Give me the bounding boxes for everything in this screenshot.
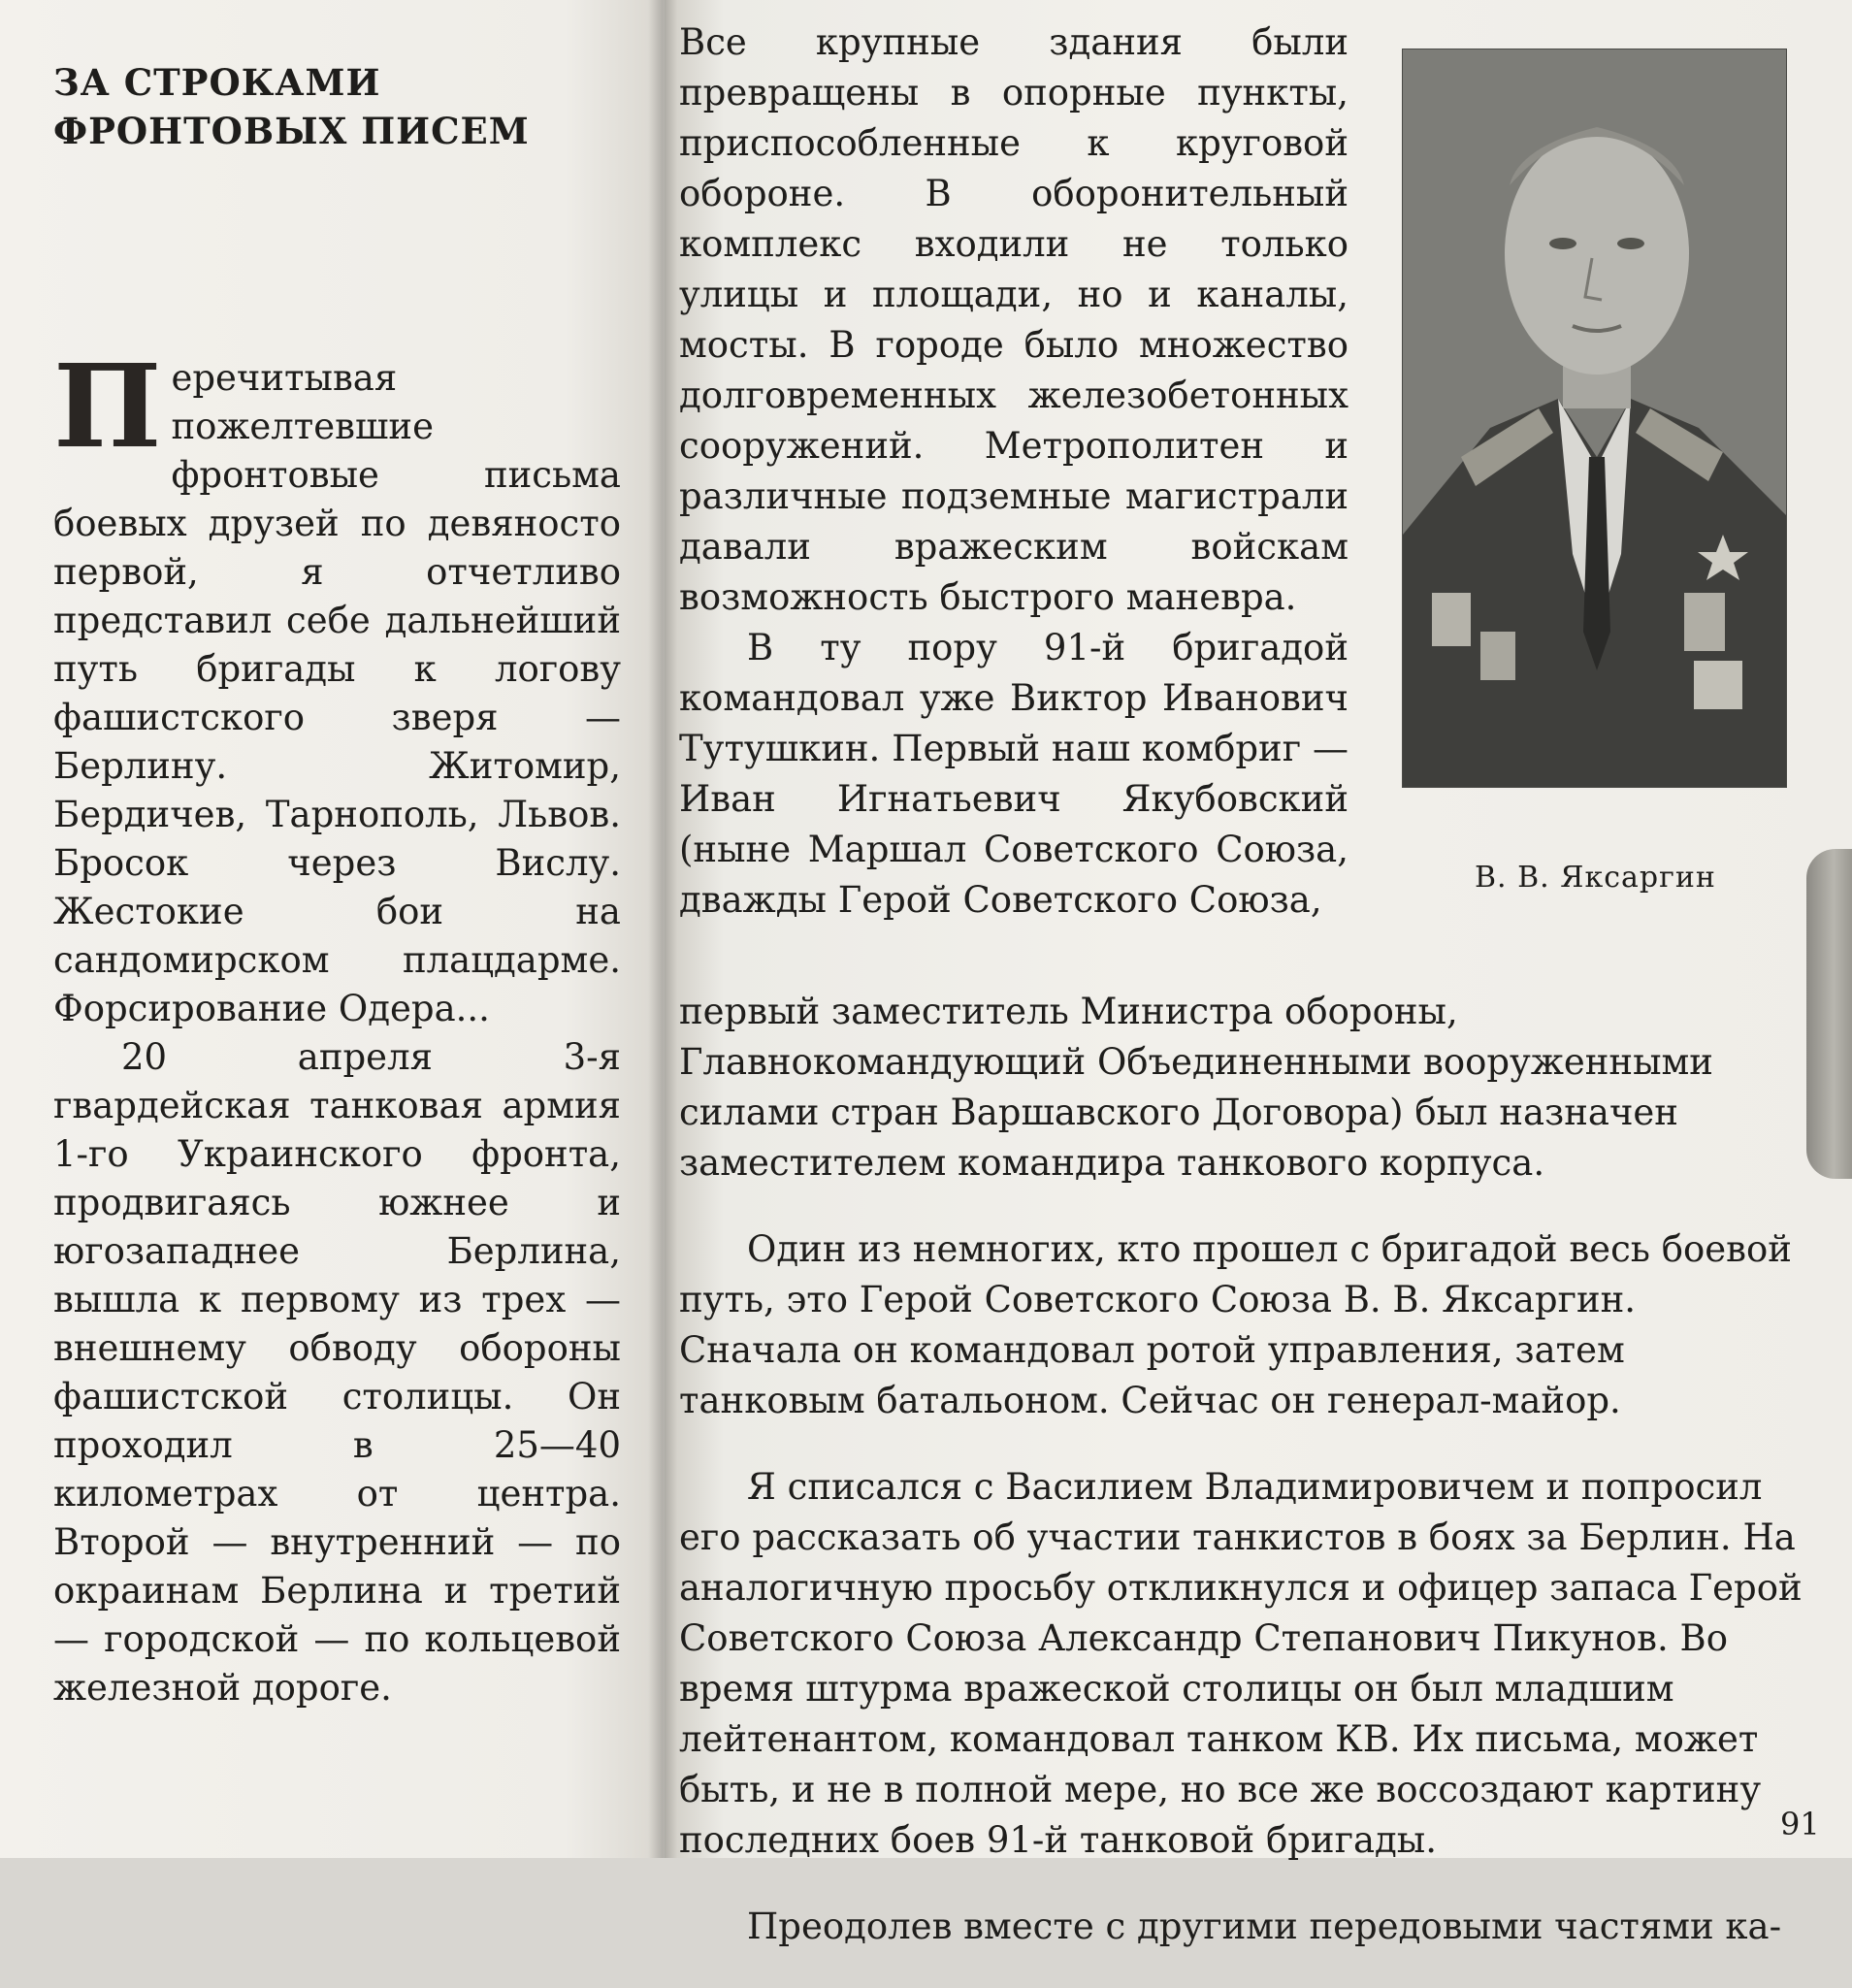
portrait-photo [1402, 49, 1787, 788]
paragraph-1 [53, 339, 621, 1033]
right-paragraph-1: Все крупные здания были превращены в опорные пункты, приспособленные к круговой обороне. В оборонительный комплекс входили не только улицы и площади, но и каналы, мосты. В городе было множество долговременных железобетонных сооружений. Метрополитен и различные подземные магистрали давали вражеским войскам возможность быстрого маневра. [679, 21, 1348, 618]
chapter-title [53, 58, 597, 155]
right-paragraph-3: Один из немногих, кто прошел с бригадой весь боевой путь, это Герой Советского Союза В. В. Яксаргин. Сначала он командовал ротой управления, затем танковым батальоном. Сейчас он генерал-майор. [679, 1228, 1792, 1421]
photo-caption: В. В. Яксаргин [1475, 861, 1716, 895]
thumb-shadow [1806, 849, 1852, 1179]
right-text-column [679, 17, 1348, 926]
left-page [0, 0, 665, 1858]
right-text-wide [679, 951, 1804, 1988]
chapter-title-line-1: ЗА СТРОКАМИ [53, 61, 381, 104]
book-spine [648, 0, 677, 1858]
paragraph-2: 20 апреля 3-я гвардейская танковая армия 1-го Украинского фронта, продвигаясь южнее и югозападнее Берлина, вышла к первому из трех — внешнему обводу обороны фашистской столицы. Он проходил в 25—40 километрах от центра. Второй — внутренний — по окраинам Берлина и третий — городской — по кольцевой железной дороге. [53, 1036, 621, 1709]
right-paragraph-4: Я списался с Василием Владимировичем и попросил его рассказать об участии танкистов в боях за Берлин. На аналогичную просьбу откликнулся и офицер запаса Герой Советского Союза Александр Степанович Пикунов. Во время штурма вражеской столицы он был младшим лейтенантом, командовал танком КВ. Их письма, может быть, и не в полной мере, но все же воссоздают картину последних боев 91-й танковой бригады. [679, 1466, 1803, 1861]
chapter-title-line-2: ФРОНТОВЫХ ПИСЕМ [53, 110, 530, 152]
right-paragraph-5: Преодолев вместе с другими передовыми частями ка- [747, 1906, 1782, 1947]
left-text-column [53, 339, 621, 1712]
page-number: 91 [1780, 1806, 1820, 1842]
portrait-image [1403, 49, 1786, 787]
paragraph-1-text: еречитывая пожелтевшие фронтовые письма боевых друзей по девяносто первой, я отчетливо представил себе дальнейший путь бригады к логову фашистского зверя — Берлину. Житомир, Бердичев, Тарнополь, Львов. Бросок через Вислу. Жестокие бои на сандомирском плацдарме. Форсирование Одера... [53, 357, 621, 1029]
right-paragraph-2a: В ту пору 91-й бригадой командовал уже Виктор Иванович Тутушкин. Первый наш комбриг — Иван Игнатьевич Якубовский (ныне Маршал Советского Союза, дважды Герой Советского Союза, [679, 627, 1348, 921]
drop-cap: П [53, 339, 162, 473]
right-paragraph-2b: первый заместитель Министра обороны, Главнокомандующий Объединенными вооруженными силами стран Варшавского Договора) был назначен заместителем командира танкового корпуса. [679, 991, 1713, 1184]
